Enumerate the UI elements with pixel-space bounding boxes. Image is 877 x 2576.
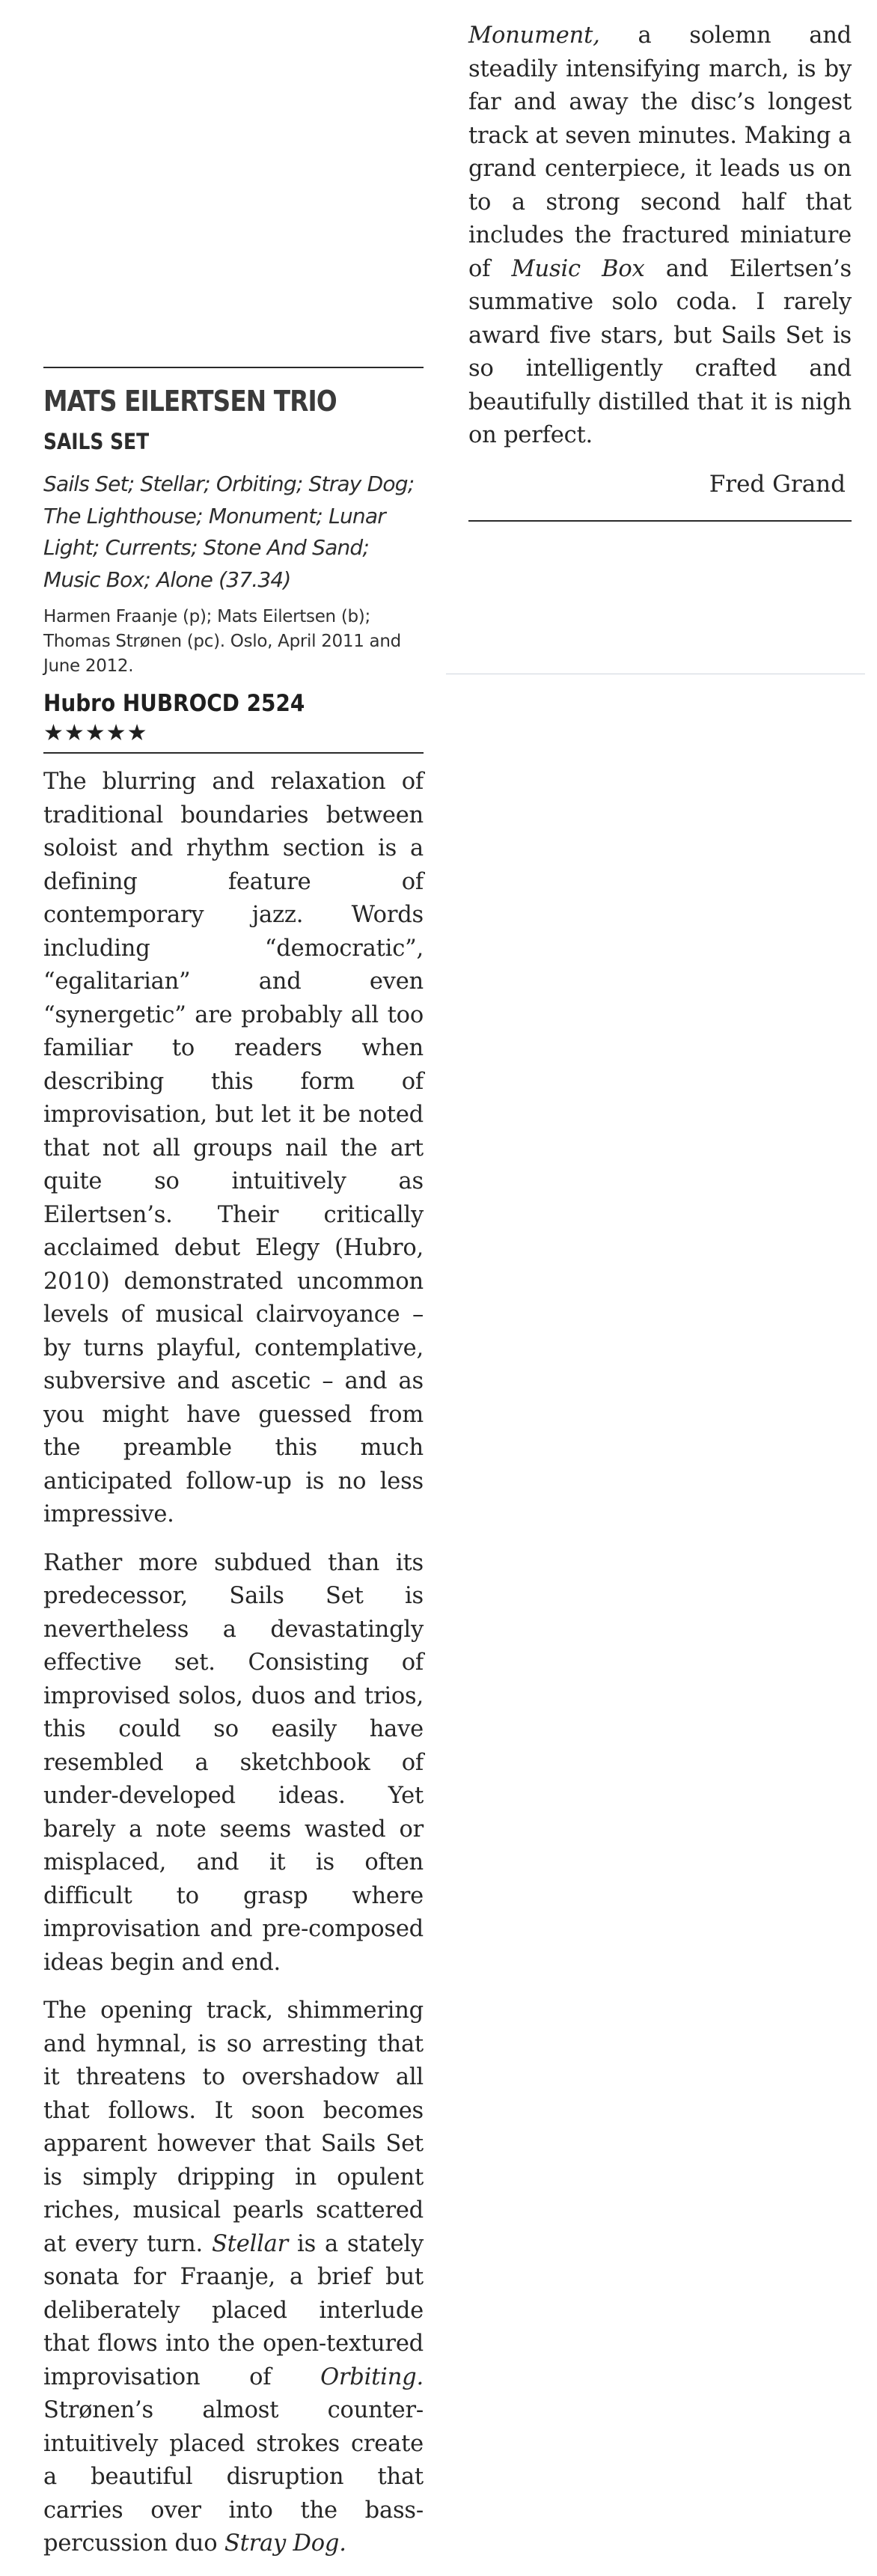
end-rule bbox=[468, 520, 852, 522]
header-rule bbox=[43, 752, 424, 754]
review-body-left bbox=[43, 766, 424, 2561]
paragraph-3-text-a: The opening track, shimmering and hymnal, is so arresting that it threatens to overshadow all that follows. It soon becomes apparent however that Sails Set is simply dripping in opulent riches, musical pearls scattered at every turn. bbox=[43, 1997, 424, 2257]
track-title-music-box: Music Box bbox=[511, 255, 645, 282]
reviewer-name: Fred Grand bbox=[709, 470, 846, 498]
star-rating: ★★★★★ bbox=[43, 720, 148, 746]
track-title-stellar: Stellar bbox=[211, 2230, 289, 2257]
top-rule bbox=[43, 367, 424, 368]
body-text-right bbox=[468, 19, 852, 453]
track-title-stray-dog: Stray Dog. bbox=[224, 2530, 346, 2557]
paragraph-1: The blurring and relaxation of traditional boundaries between soloist and rhythm section is a defining feature of contemporary jazz. Words including “democratic”, “egalitarian” and even “synergetic” are probably all too familiar to readers when describing this form of improvisation, but let it be noted that not all groups nail the art quite so intuitively as Eilertsen’s. Their critically acclaimed debut Elegy (Hubro, 2010) demonstrated uncommon levels of musical clairvoyance – by turns playful, contemplative, subversive and ascetic – and as you might have guessed from the preamble this much anticipated follow-up is no less impressive. bbox=[43, 769, 424, 1527]
record-label: Hubro HUBROCD 2524 bbox=[43, 690, 305, 717]
track-title-orbiting: Orbiting. bbox=[320, 2363, 424, 2390]
personnel-credits: Harmen Fraanje (p); Mats Eilertsen (b); Thomas Strønen (pc). Oslo, April 2011 and June 2012. bbox=[43, 607, 401, 676]
paragraph-3-text-c: Strønen’s almost counter-intuitively placed strokes create a beautiful disruption that carries over into the bass-percussion duo bbox=[43, 2397, 424, 2557]
paragraph-3 bbox=[43, 1994, 424, 2561]
paragraph-3-text-b: is a stately sonata for Fraanje, a brief but deliberately placed interlude that flows into the open-textured improvisation of bbox=[43, 2230, 424, 2390]
track-list: Sails Set; Stellar; Orbiting; Stray Dog; The Lighthouse; Monument; Lunar Light; Currents; Stone And Sand; Music Box; Alone (37.34) bbox=[43, 471, 415, 592]
review-header-column bbox=[43, 367, 424, 2576]
paragraph-2: Rather more subdued than its predecessor, Sails Set is nevertheless a devastatingly effective set. Consisting of improvised solos, duos and trios, this could so easily have resembled a sketchbook of under-developed ideas. Yet barely a note seems wasted or misplaced, and it is often difficult to grasp where improvisation and pre-composed ideas begin and end. bbox=[43, 1549, 424, 1976]
album-title: SAILS SET bbox=[43, 429, 150, 454]
review-body-right bbox=[468, 19, 852, 522]
paragraph-4 bbox=[468, 19, 852, 453]
track-title-monument: Monument, bbox=[468, 22, 600, 49]
artist-name: MATS EILERTSEN TRIO bbox=[43, 385, 337, 418]
paragraph-4-text-b: and Eilertsen’s summative solo coda. I rarely award five stars, but Sails Set is so intelligently crafted and beautifully distilled that it is nigh on perfect. bbox=[468, 255, 852, 448]
paragraph-4-text-a: a solemn and steadily intensifying march, is by far and away the disc’s longest track at seven minutes. Making a grand centerpiece, it leads us on to a strong second half that includes the fractured miniature of bbox=[468, 22, 852, 282]
